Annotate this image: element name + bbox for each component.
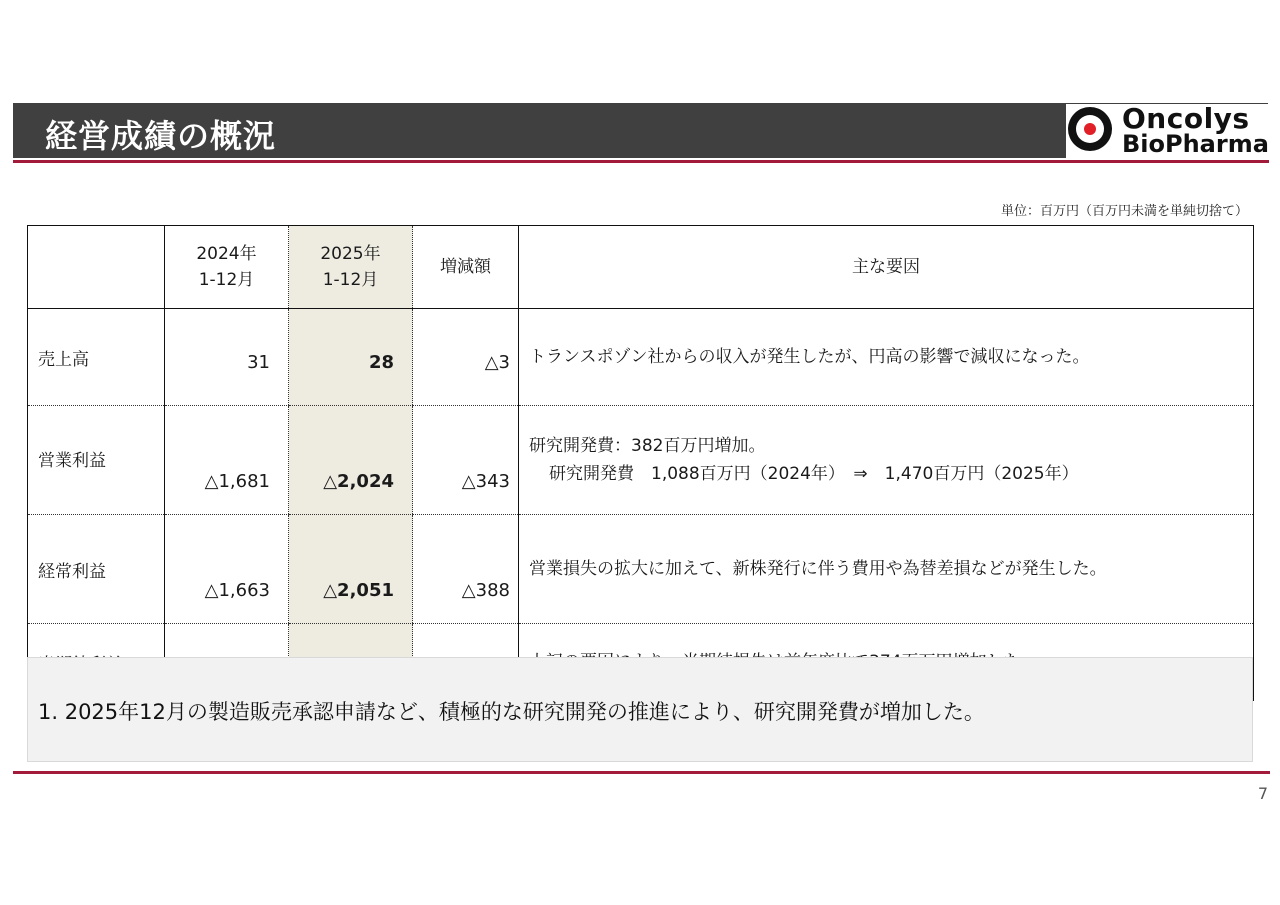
header-2024: 2024年 1-12月: [165, 226, 289, 309]
row-diff: △388: [413, 515, 519, 624]
row-item: 経常利益: [28, 515, 165, 624]
logo-text-oncolys: Oncolys: [1122, 102, 1250, 135]
header-diff: 増減額: [413, 226, 519, 309]
row-value-2025: △2,051: [289, 515, 413, 624]
results-table: [27, 225, 1254, 701]
title-divider: [13, 160, 1269, 163]
row-value-2024: 31: [165, 309, 289, 406]
row-item: 売上高: [28, 309, 165, 406]
row-value-2024: △1,681: [165, 406, 289, 515]
page-number: 7: [1257, 784, 1268, 803]
page-title: 経営成績の概況: [45, 117, 277, 155]
row-value-2024: △1,663: [165, 515, 289, 624]
bottom-divider: [13, 771, 1270, 774]
logo-dot-icon: [1084, 123, 1096, 135]
table-row: [28, 309, 1254, 406]
summary-box: [27, 657, 1253, 762]
logo-text-biopharma: BioPharma: [1122, 130, 1269, 158]
row-diff: △343: [413, 406, 519, 515]
unit-note: 単位：百万円（百万円未満を単純切捨て）: [1000, 204, 1248, 219]
logo-circle-icon: [1068, 107, 1112, 151]
table-header-row: [28, 226, 1254, 309]
row-reason: 営業損失の拡大に加えて、新株発行に伴う費用や為替差損などが発生した。: [519, 515, 1254, 624]
summary-text: 1. 2025年12月の製造販売承認申請など、積極的な研究開発の推進により、研究開発費が増加した。: [38, 700, 985, 724]
row-item: 営業利益: [28, 406, 165, 515]
row-value-2025: 28: [289, 309, 413, 406]
row-reason: 研究開発費：382百万円増加。 研究開発費 1,088百万円（2024年） ⇒ 1,470百万円（2025年）: [519, 406, 1254, 515]
row-value-2025: △2,024: [289, 406, 413, 515]
row-reason: トランスポゾン社からの収入が発生したが、円高の影響で減収になった。: [519, 309, 1254, 406]
header-reason: 主な要因: [519, 226, 1254, 309]
company-logo: [1066, 104, 1268, 158]
table-row: [28, 406, 1254, 515]
table-row: [28, 515, 1254, 624]
row-diff: △3: [413, 309, 519, 406]
header-2025: 2025年 1-12月: [289, 226, 413, 309]
header-item: [28, 226, 165, 309]
